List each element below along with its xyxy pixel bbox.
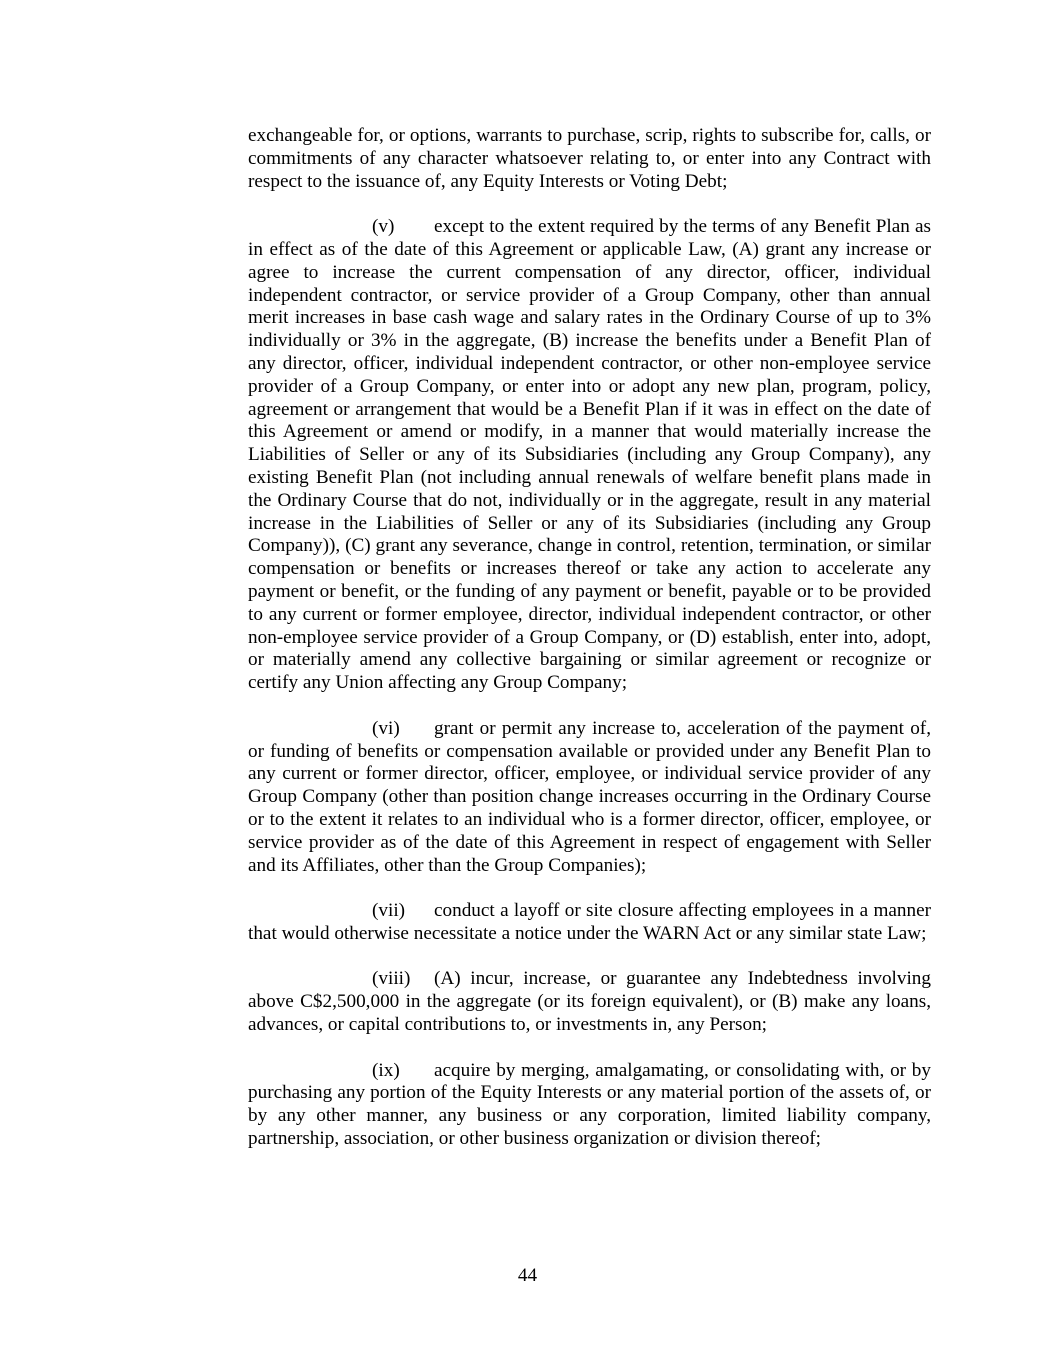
clause-text: acquire by merging, amalgamating, or consolidating with, or by purchasing any portion of the Equity Interests or any material portion of the assets of, or by any other manner, any business or any corporation, limited liability company, partnership, association, or other business organization or division thereof; xyxy=(248,1059,931,1150)
clause-label: (vi) xyxy=(372,717,400,739)
clause-text: conduct a layoff or site closure affecting employees in a manner that would otherwise necessitate a notice under the WARN Act or any similar state Law; xyxy=(248,900,931,944)
clause-label: (v) xyxy=(372,216,395,238)
clause-item-ix xyxy=(248,1060,931,1151)
clause-item-v xyxy=(248,216,931,695)
continuation-paragraph: exchangeable for, or options, warrants to purchase, scrip, rights to subscribe for, calls, or commitments of any character whatsoever relating to, or enter into any Contract with respect to the issuance of, any Equity Interests or Voting Debt; xyxy=(248,125,931,192)
clause-label: (viii) xyxy=(372,968,411,990)
page-number: 44 xyxy=(517,1265,538,1286)
clause-item-viii xyxy=(248,968,931,1036)
clause-text: grant or permit any increase to, acceleration of the payment of, or funding of benefits or compensation available or provided under any Benefit Plan to any current or former director, officer, employee, or individual service provider of any Group Company (other than position change increases occurring in the Ordinary Course or to the extent it relates to an individual who is a former director, officer, employee, or service provider as of the date of this Agreement in respect of engagement with Seller and its Affiliates, other than the Group Companies); xyxy=(248,717,931,876)
clause-label: (vii) xyxy=(372,900,406,922)
clause-item-vii xyxy=(248,900,931,946)
clause-text: (A) incur, increase, or guarantee any Indebtedness involving above C$2,500,000 in the aggregate (or its foreign equivalent), or (B) make any loans, advances, or capital contributions to, or investments in, any Person; xyxy=(248,968,931,1036)
document-page-body xyxy=(248,125,931,1174)
clause-item-vi xyxy=(248,718,931,878)
clause-text: except to the extent required by the terms of any Benefit Plan as in effect as of the date of this Agreement or applicable Law, (A) grant any increase or agree to increase the current compensation of any director, officer, individual independent contractor, or service provider of a Group Company, other than annual merit increases in base cash wage and salary rates in the Ordinary Course of up to 3% individually or 3% in the aggregate, (B) increase the benefits under a Benefit Plan of any director, officer, individual independent contractor, or other non-employee service provider of a Group Company, or enter into or adopt any new plan, program, policy, agreement or arrangement that would be a Benefit Plan if it was in effect on the date of this Agreement or amend or modify, in a manner that would materially increase the Liabilities of Seller or any of its Subsidiaries (including any Group Company), any existing Benefit Plan (not including annual renewals of welfare benefit plans made in the Ordinary Course that do not, individually or in the aggregate, result in any material increase in the Liabilities of Seller or any of its Subsidiaries (including any Group Company)), (C) grant any severance, change in control, retention, termination, or similar compensation or benefits or increases thereof or take any action to accelerate any payment or benefit, or the funding of any payment or benefit, payable or to be provided to any current or former employee, director, individual independent contractor, or other non-employee service provider of a Group Company, or (D) establish, enter into, adopt, or materially amend any collective bargaining or similar agreement or recognize or certify any Union affecting any Group Company; xyxy=(248,216,931,694)
clause-label: (ix) xyxy=(372,1059,400,1081)
